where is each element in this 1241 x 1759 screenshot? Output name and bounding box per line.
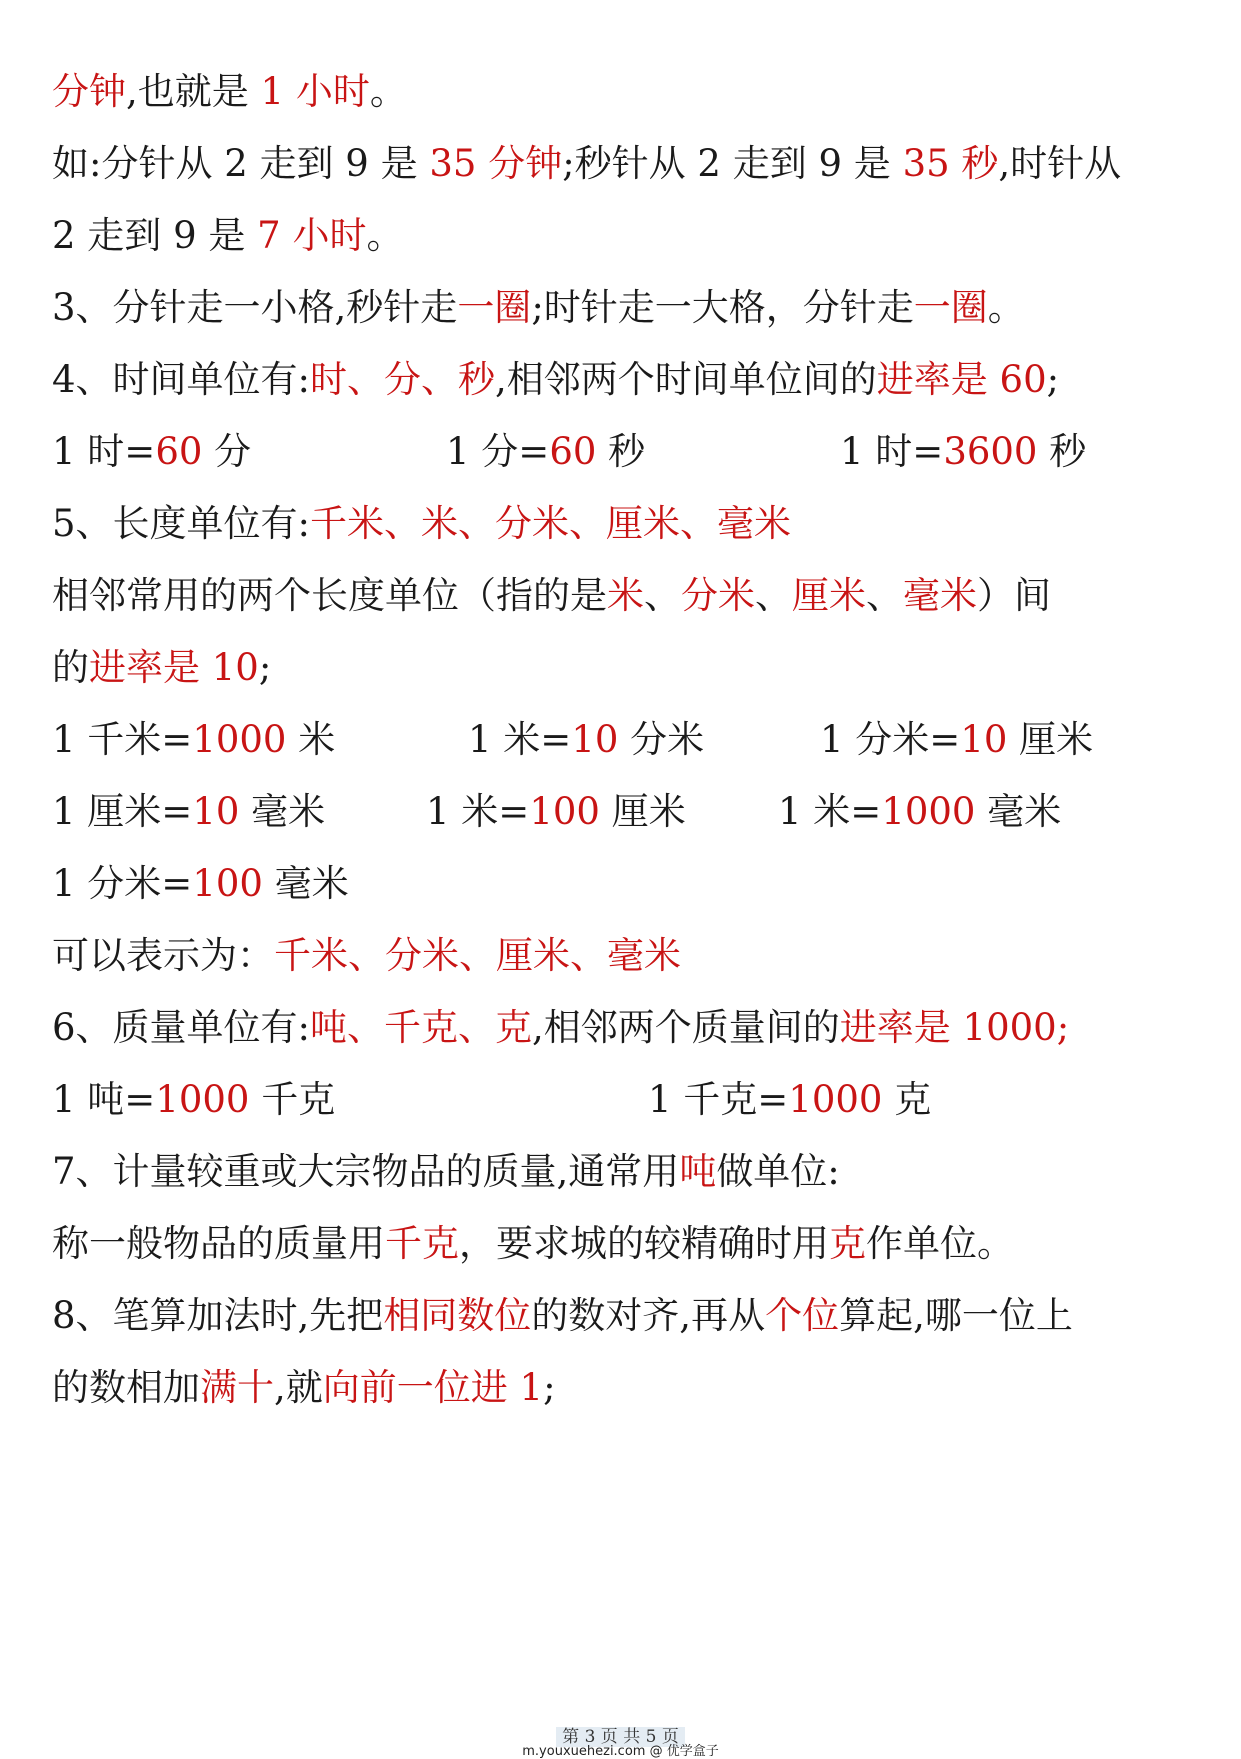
conversion-prefix: 1 厘米= — [52, 790, 193, 833]
conversion-prefix: 1 时= — [52, 430, 156, 473]
highlight-text: 千米、米、分米、厘米、毫米 — [310, 502, 792, 545]
conversion-unit: 分米 — [618, 718, 705, 761]
body-text: 2 走到 9 是 — [52, 214, 258, 257]
conversion-value: 100 — [192, 862, 263, 905]
body-text: 3、分针走一小格,秒针走 — [52, 286, 458, 329]
body-text: 。 — [366, 214, 404, 257]
conversion-km-m — [52, 716, 335, 764]
highlight-text: 1 小时 — [260, 70, 370, 113]
highlight-text: 毫米 — [903, 574, 977, 617]
conversion-prefix: 1 千克= — [648, 1078, 789, 1121]
conversion-m-dm — [468, 716, 704, 764]
highlight-text: 米 — [607, 574, 644, 617]
conversion-prefix: 1 分米= — [820, 718, 961, 761]
conversion-unit: 毫米 — [975, 790, 1062, 833]
highlight-text: 千米、分米、厘米、毫米 — [274, 934, 681, 977]
text-line-2 — [52, 140, 1121, 188]
body-text: ,也就是 — [126, 70, 261, 113]
conversion-unit: 分 — [202, 430, 252, 473]
conversion-dm-cm — [820, 716, 1093, 764]
conversion-unit: 千克 — [249, 1078, 336, 1121]
body-text: 、 — [755, 574, 792, 617]
conversion-prefix: 1 分= — [446, 430, 550, 473]
conversion-value: 10 — [960, 718, 1008, 761]
text-line-item-8 — [52, 1292, 1073, 1340]
body-text: 称一般物品的质量用 — [52, 1222, 385, 1265]
conversion-minute-second — [446, 428, 645, 476]
text-line-length-rate — [52, 644, 271, 692]
conversion-unit: 毫米 — [239, 790, 326, 833]
text-line-item-3 — [52, 284, 1025, 332]
highlight-text: 吨、千克、克 — [310, 1006, 533, 1049]
conversion-m-cm — [426, 788, 686, 836]
conversion-value: 1000 — [192, 718, 287, 761]
conversion-hour-minute — [52, 428, 251, 476]
body-text: 作单位。 — [866, 1222, 1014, 1265]
text-line-item-5 — [52, 500, 791, 548]
body-text: 可以表示为： — [52, 934, 274, 977]
highlight-text: 分米 — [681, 574, 755, 617]
conversion-unit: 克 — [882, 1078, 932, 1121]
body-text: 4、时间单位有: — [52, 358, 311, 401]
body-text: ,就 — [274, 1366, 323, 1409]
highlight-text: 35 分钟 — [429, 142, 563, 185]
highlight-text: 进率是 10 — [89, 646, 259, 689]
conversion-value: 10 — [192, 790, 240, 833]
highlight-text: 向前一位进 1 — [322, 1366, 544, 1409]
conversion-ton-kg — [52, 1076, 335, 1124]
body-text: ; — [543, 1366, 556, 1409]
body-text: 做单位: — [716, 1150, 840, 1193]
body-text: 5、长度单位有: — [52, 502, 311, 545]
body-text: 算起,哪一位上 — [839, 1294, 1073, 1337]
body-text: ; — [258, 646, 272, 689]
highlight-text: 满十 — [200, 1366, 274, 1409]
text-line-addition-carry — [52, 1364, 556, 1412]
highlight-text: 时、分、秒 — [310, 358, 496, 401]
highlight-text: 吨 — [679, 1150, 717, 1193]
body-text: 、 — [644, 574, 681, 617]
text-line-1 — [52, 68, 407, 116]
conversion-unit: 毫米 — [262, 862, 349, 905]
body-text: ;时针走一大格，分针走 — [531, 286, 914, 329]
text-line-item-6 — [52, 1004, 1069, 1052]
highlight-text: 克 — [829, 1222, 866, 1265]
conversion-prefix: 1 米= — [426, 790, 530, 833]
conversion-cm-mm — [52, 788, 325, 836]
conversion-kg-g — [648, 1076, 931, 1124]
text-line-item-7 — [52, 1148, 840, 1196]
conversion-value: 10 — [571, 718, 619, 761]
body-text: ,相邻两个质量间的 — [532, 1006, 840, 1049]
conversion-value: 100 — [529, 790, 600, 833]
page-number-label: 第 3 页 共 5 页 — [556, 1727, 685, 1747]
highlight-text: 进率是 60 — [876, 358, 1047, 401]
highlight-text: 进率是 1000; — [839, 1006, 1070, 1049]
conversion-value: 1000 — [155, 1078, 250, 1121]
body-text: 的数相加 — [52, 1366, 200, 1409]
text-line-3 — [52, 212, 403, 260]
conversion-dm-mm — [52, 860, 349, 908]
conversion-value: 60 — [549, 430, 597, 473]
highlight-text: 一圈 — [457, 286, 532, 329]
body-text: 7、计量较重或大宗物品的质量,通常用 — [52, 1150, 680, 1193]
body-text: 6、质量单位有: — [52, 1006, 311, 1049]
body-text: 相邻常用的两个长度单位（指的是 — [52, 574, 607, 617]
conversion-unit: 米 — [286, 718, 336, 761]
conversion-unit: 秒 — [596, 430, 646, 473]
conversion-value: 60 — [155, 430, 203, 473]
text-line-mass-usage — [52, 1220, 1014, 1268]
conversion-unit: 厘米 — [599, 790, 686, 833]
conversion-prefix: 1 米= — [468, 718, 572, 761]
body-text: ,相邻两个时间单位间的 — [495, 358, 877, 401]
conversion-prefix: 1 分米= — [52, 862, 193, 905]
conversion-prefix: 1 米= — [778, 790, 882, 833]
body-text: ,时针从 — [998, 142, 1122, 185]
highlight-text: 相同数位 — [383, 1294, 532, 1337]
body-text: ; — [1046, 358, 1060, 401]
text-line-represent — [52, 932, 681, 980]
highlight-text: 7 小时 — [257, 214, 367, 257]
body-text: 的数对齐,再从 — [531, 1294, 766, 1337]
text-line-item-4 — [52, 356, 1059, 404]
highlight-text: 厘米 — [792, 574, 866, 617]
body-text: 、 — [866, 574, 903, 617]
highlight-text: 千克 — [385, 1222, 459, 1265]
conversion-m-mm — [778, 788, 1061, 836]
conversion-prefix: 1 千米= — [52, 718, 193, 761]
watermark: m.youxuehezi.com @ 优学盒子 — [522, 1744, 719, 1759]
body-text: 。 — [369, 70, 407, 113]
conversion-value: 1000 — [788, 1078, 883, 1121]
conversion-unit: 秒 — [1037, 430, 1087, 473]
body-text: 8、笔算加法时,先把 — [52, 1294, 384, 1337]
conversion-value: 1000 — [881, 790, 976, 833]
conversion-prefix: 1 时= — [840, 430, 944, 473]
body-text: 如:分针从 2 走到 9 是 — [52, 142, 430, 185]
highlight-text: 分钟 — [52, 70, 126, 113]
body-text: 。 — [987, 286, 1025, 329]
highlight-text: 35 秒 — [902, 142, 999, 185]
highlight-text: 个位 — [765, 1294, 840, 1337]
body-text: ;秒针从 2 走到 9 是 — [562, 142, 903, 185]
body-text: ）间 — [977, 574, 1051, 617]
highlight-text: 一圈 — [913, 286, 988, 329]
conversion-unit: 厘米 — [1007, 718, 1094, 761]
body-text: 的 — [52, 646, 89, 689]
conversion-value: 3600 — [943, 430, 1038, 473]
conversion-hour-second — [840, 428, 1086, 476]
conversion-prefix: 1 吨= — [52, 1078, 156, 1121]
text-line-length-units — [52, 572, 1051, 620]
body-text: ，要求城的较精确时用 — [459, 1222, 829, 1265]
